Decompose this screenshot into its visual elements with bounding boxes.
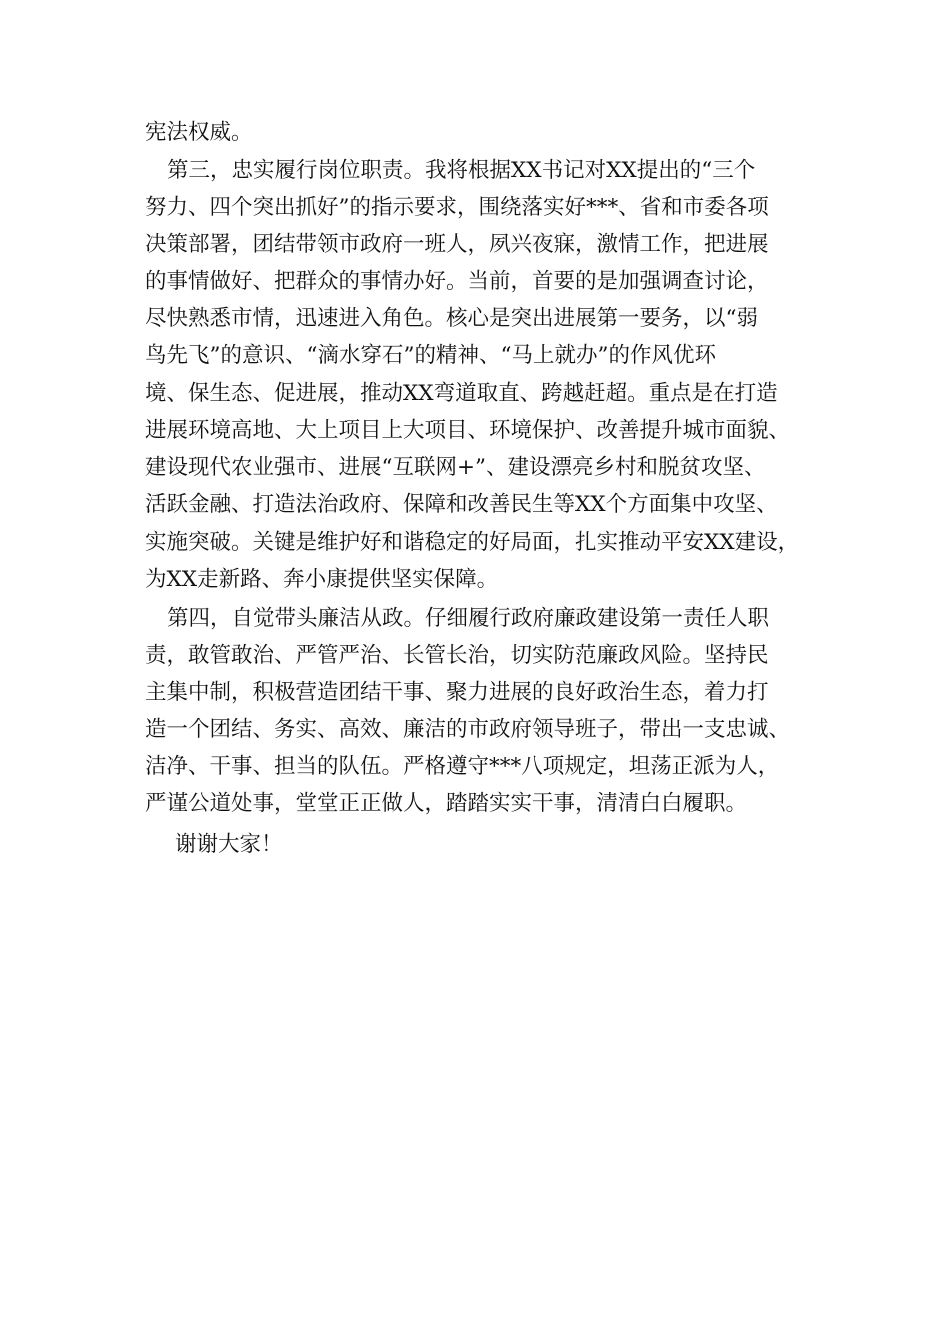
text-line: 决策部署，团结带领市政府一班人，夙兴夜寐，激情工作，把进展 <box>145 232 769 257</box>
text-line: 责，敢管敢治、严管严治、长管长治，切实防范廉政风险。坚持民 <box>145 643 769 668</box>
text-line: 尽快熟悉市情，迅速进入角色。核心是突出进展第一要务，以“弱 <box>145 306 758 331</box>
text-line: 活跃金融、打造法治政府、保障和改善民生等XX个方面集中攻坚、 <box>145 492 778 517</box>
text-line: 严谨公道处事，堂堂正正做人，踏踏实实干事，清清白白履职。 <box>145 791 748 816</box>
text-line: 进展环境高地、大上项目上大项目、环境保护、改善提升城市面貌、 <box>145 418 791 443</box>
text-line: 实施突破。关键是维护好和谐稳定的好局面，扎实推动平安XX建设， <box>145 530 800 555</box>
paragraph-3-first-line: 第三，忠实履行岗位职责。我将根据XX书记对XX提出的“三个 <box>167 158 756 183</box>
text-line: 洁净、干事、担当的队伍。严格遵守***八项规定，坦荡正派为人， <box>145 754 780 779</box>
text-line: 的事情做好、把群众的事情办好。当前，首要的是加强调查讨论， <box>145 269 769 294</box>
text-line: 主集中制，积极营造团结干事、聚力进展的良好政治生态，着力打 <box>145 680 769 705</box>
text-line: 鸟先飞”的意识、“滴水穿石”的精神、“马上就办”的作风优环 <box>145 343 716 368</box>
text-line: 建设现代农业强市、进展“互联网+”、建设漂亮乡村和脱贫攻坚、 <box>145 455 766 480</box>
text-line: 造一个团结、务实、高效、廉洁的市政府领导班子，带出一支忠诚、 <box>145 717 791 742</box>
text-line: 宪法权威。 <box>145 120 253 145</box>
closing-line: 谢谢大家！ <box>175 832 283 857</box>
paragraph-4-first-line: 第四，自觉带头廉洁从政。仔细履行政府廉政建设第一责任人职 <box>167 606 770 631</box>
text-line: 为XX走新路、奔小康提供坚实保障。 <box>145 567 499 592</box>
text-line: 努力、四个突出抓好”的指示要求，围绕落实好***、省和市委各项 <box>145 195 769 220</box>
text-line: 境、保生态、促进展，推动XX弯道取直、跨越赶超。重点是在打造 <box>145 381 778 406</box>
